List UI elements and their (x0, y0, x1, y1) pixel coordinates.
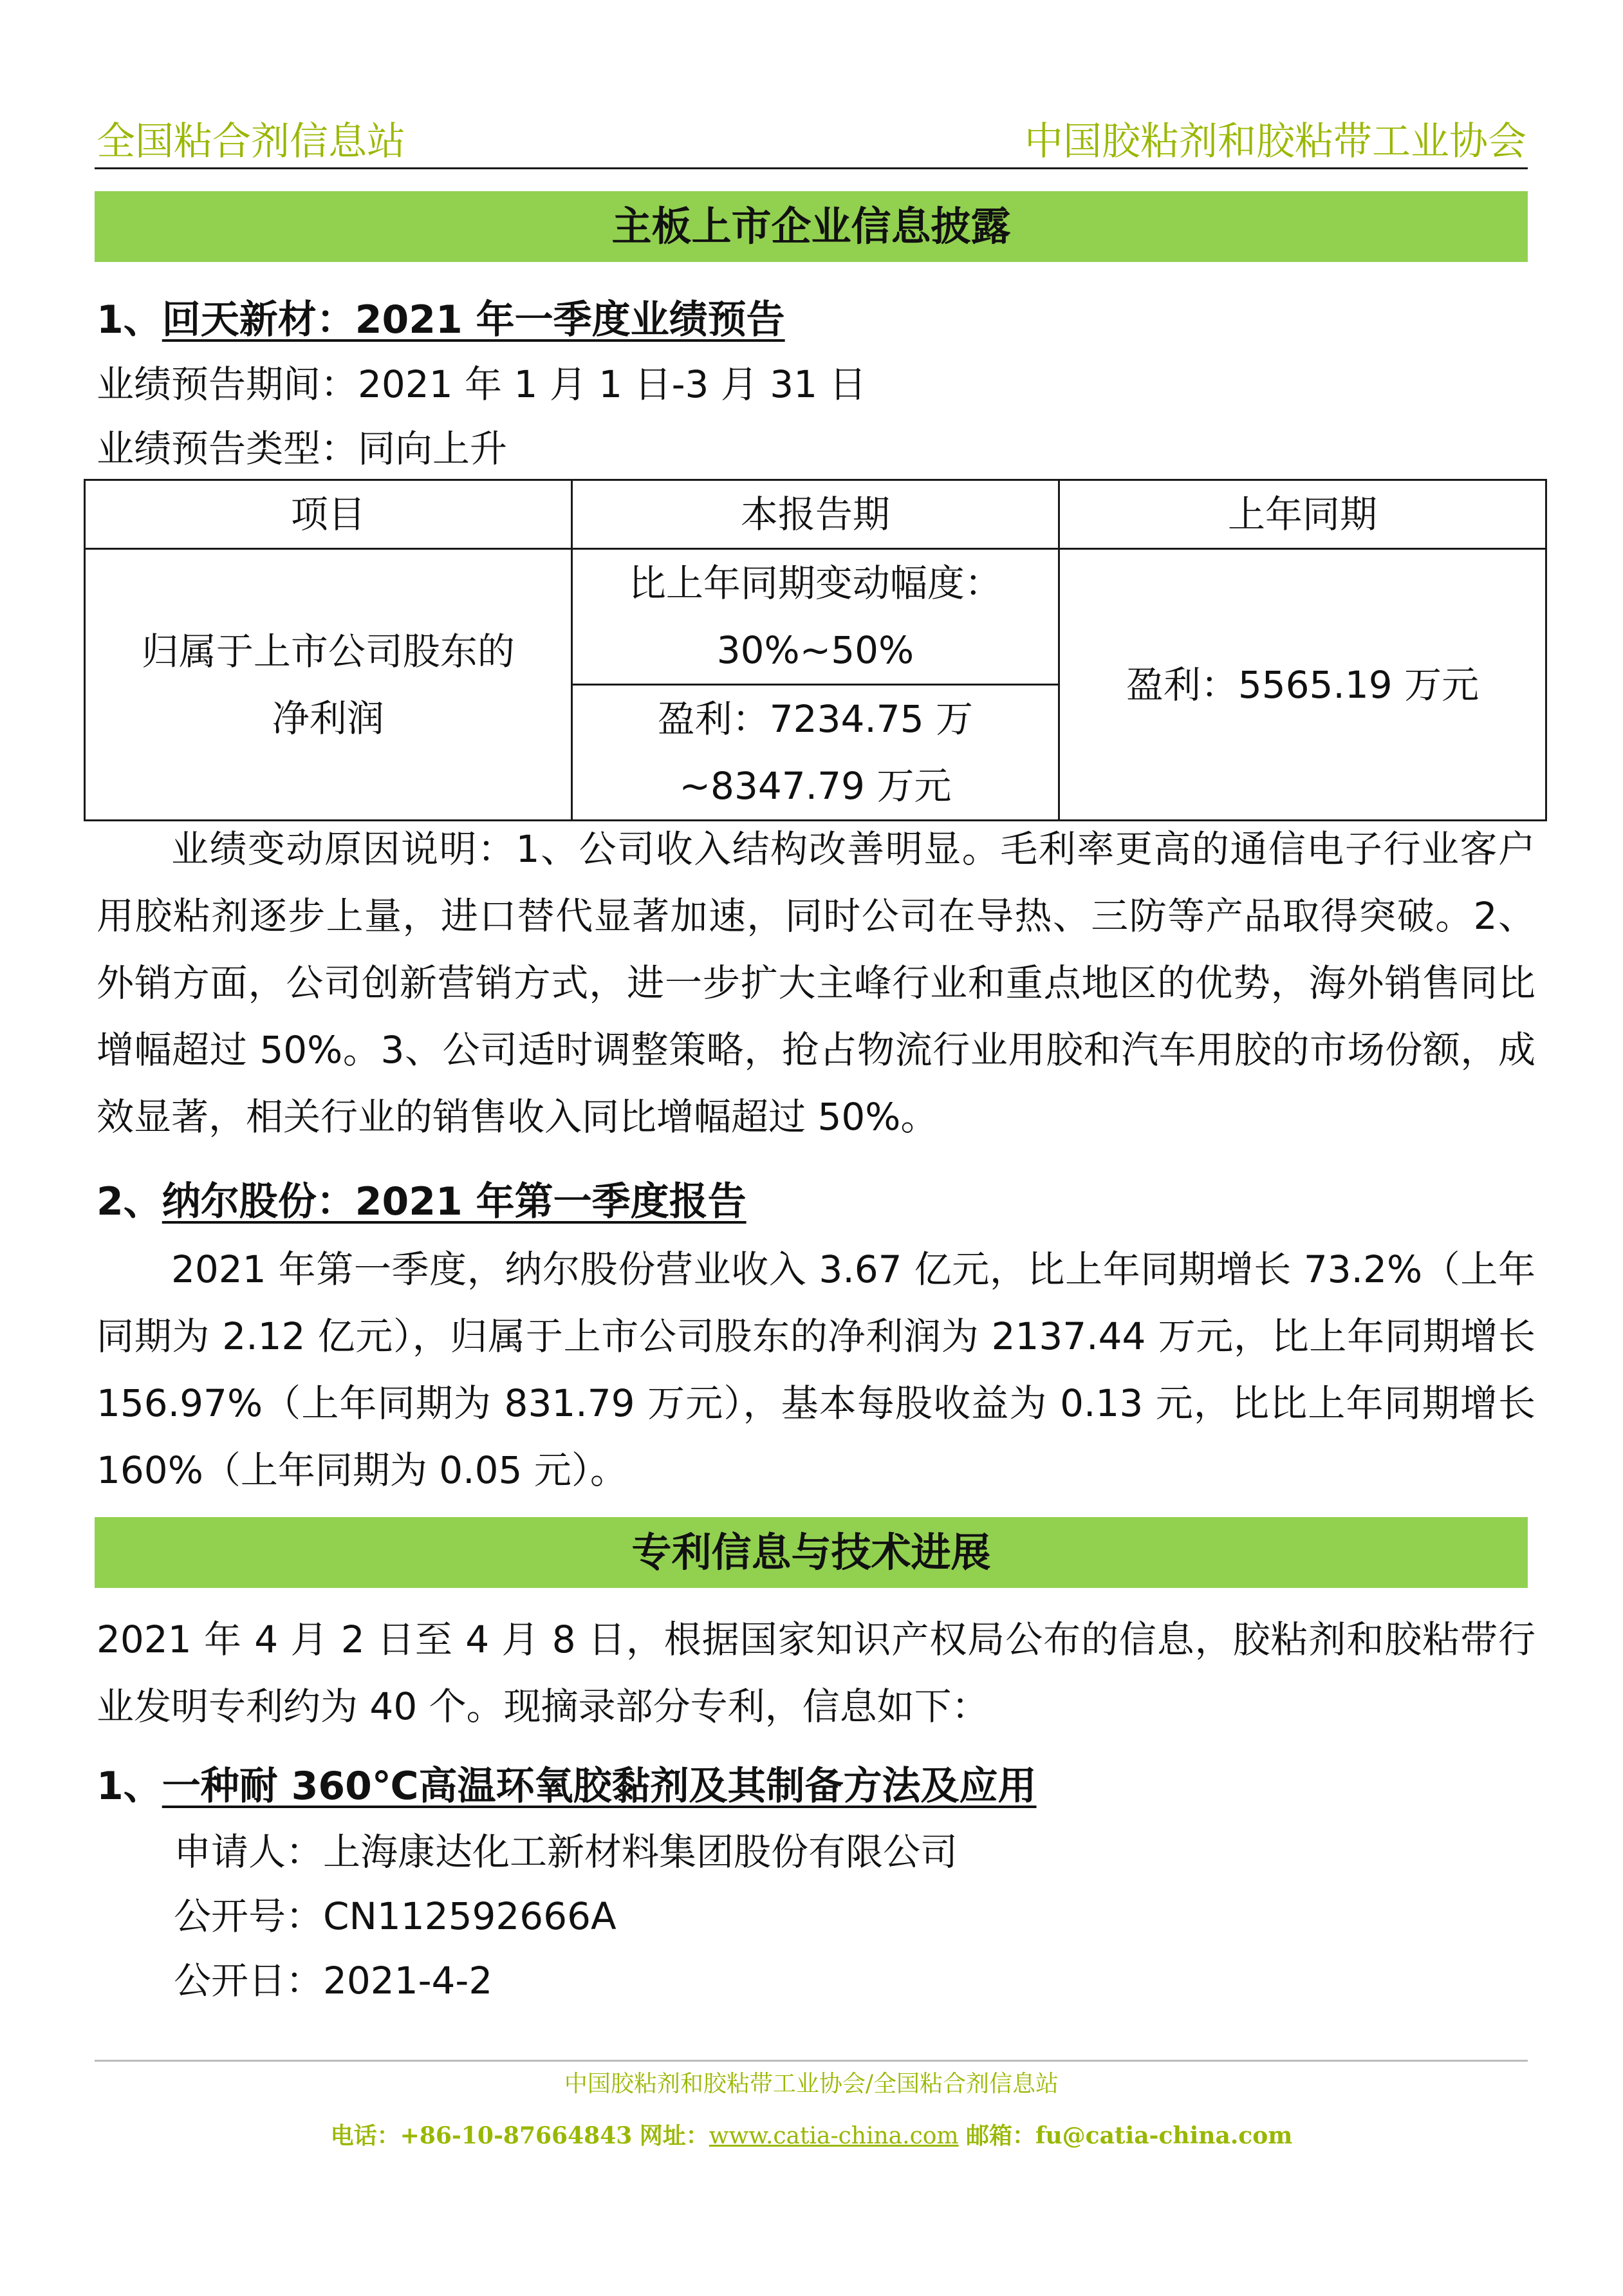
patent-publication-number: 公开号：CN112592666A (174, 1894, 617, 1938)
footer-email-label: 邮箱： (966, 2122, 1036, 2149)
header-left: 全国粘合剂信息站 (97, 119, 405, 164)
patent-applicant: 申请人：上海康达化工新材料集团股份有限公司 (174, 1830, 958, 1874)
footer-contact (0, 2116, 1623, 2156)
table-row (85, 549, 1546, 685)
item-number: 1、 (97, 297, 162, 342)
table-cell-last-year: 盈利：5565.19 万元 (1059, 549, 1546, 821)
table-header-row (85, 480, 1546, 549)
footer-phone: 电话：+86-10-87664843 (330, 2122, 633, 2149)
item-number: 1、 (97, 1764, 162, 1809)
forecast-type: 业绩预告类型：同向上升 (97, 427, 508, 471)
header-divider (95, 167, 1528, 169)
table-header-cell: 项目 (85, 480, 572, 549)
table-header-cell: 上年同期 (1059, 480, 1546, 549)
table-cell-profit: 盈利：7234.75 万~8347.79 万元 (571, 685, 1059, 821)
table-cell-change: 比上年同期变动幅度：30%~50% (571, 549, 1059, 685)
footer-divider (95, 2060, 1528, 2062)
performance-explanation: 业绩变动原因说明：1、公司收入结构改善明显。毛利率更高的通信电子行业客户用胶粘剂逐步上量，进口替代显著加速，同时公司在导热、三防等产品取得突破。2、外销方面，公司创新营销方式，进一步扩大主峰行业和重点地区的优势，海外销售同比增幅超过 50%。3、公司适时调整策略，抢占物流行业用胶和汽车用胶的市场份额，成效显著，相关行业的销售收入同比增幅超过 50%。 (97, 827, 1535, 1139)
patent-title: 一种耐 360℃高温环氧胶黏剂及其制备方法及应用 (162, 1764, 1037, 1809)
section-banner-patents: 专利信息与技术进展 (95, 1517, 1528, 1588)
forecast-period: 业绩预告期间：2021 年 1 月 1 日-3 月 31 日 (97, 362, 867, 406)
patent-publication-date: 公开日：2021-4-2 (174, 1959, 493, 2002)
performance-table (84, 479, 1547, 821)
section-banner-disclosure: 主板上市企业信息披露 (95, 191, 1528, 262)
table-row-label: 归属于上市公司股东的净利润 (85, 549, 572, 821)
report-body: 2021 年第一季度，纳尔股份营业收入 3.67 亿元，比上年同期增长 73.2%（上年同期为 2.12 亿元），归属于上市公司股东的净利润为 2137.44 万元，比上年同期增长 156.97%（上年同期为 831.79 万元），基本每股收益为 0.13 元，比比上年同期增长 160%（上年同期为 0.05 元）。 (97, 1247, 1535, 1492)
footer-organization: 中国胶粘剂和胶粘带工业协会/全国粘合剂信息站 (564, 2071, 1059, 2097)
item-title: 纳尔股份：2021 年第一季度报告 (162, 1179, 747, 1224)
item-number: 2、 (97, 1179, 162, 1224)
footer-website-link[interactable]: www.catia-china.com (709, 2123, 959, 2149)
patent-heading (97, 1757, 1037, 1815)
item-title: 回天新材：2021 年一季度业绩预告 (162, 297, 785, 342)
item-heading (97, 291, 785, 349)
item-heading (97, 1173, 747, 1231)
table-header-cell: 本报告期 (571, 480, 1059, 549)
header-right: 中国胶粘剂和胶粘带工业协会 (1025, 119, 1526, 164)
patent-intro: 2021 年 4 月 2 日至 4 月 8 日，根据国家知识产权局公布的信息，胶粘剂和胶粘带行业发明专利约为 40 个。现摘录部分专利，信息如下： (97, 1618, 1535, 1728)
footer-site-label: 网址： (639, 2122, 709, 2149)
footer-email[interactable]: fu@catia-china.com (1035, 2122, 1293, 2149)
